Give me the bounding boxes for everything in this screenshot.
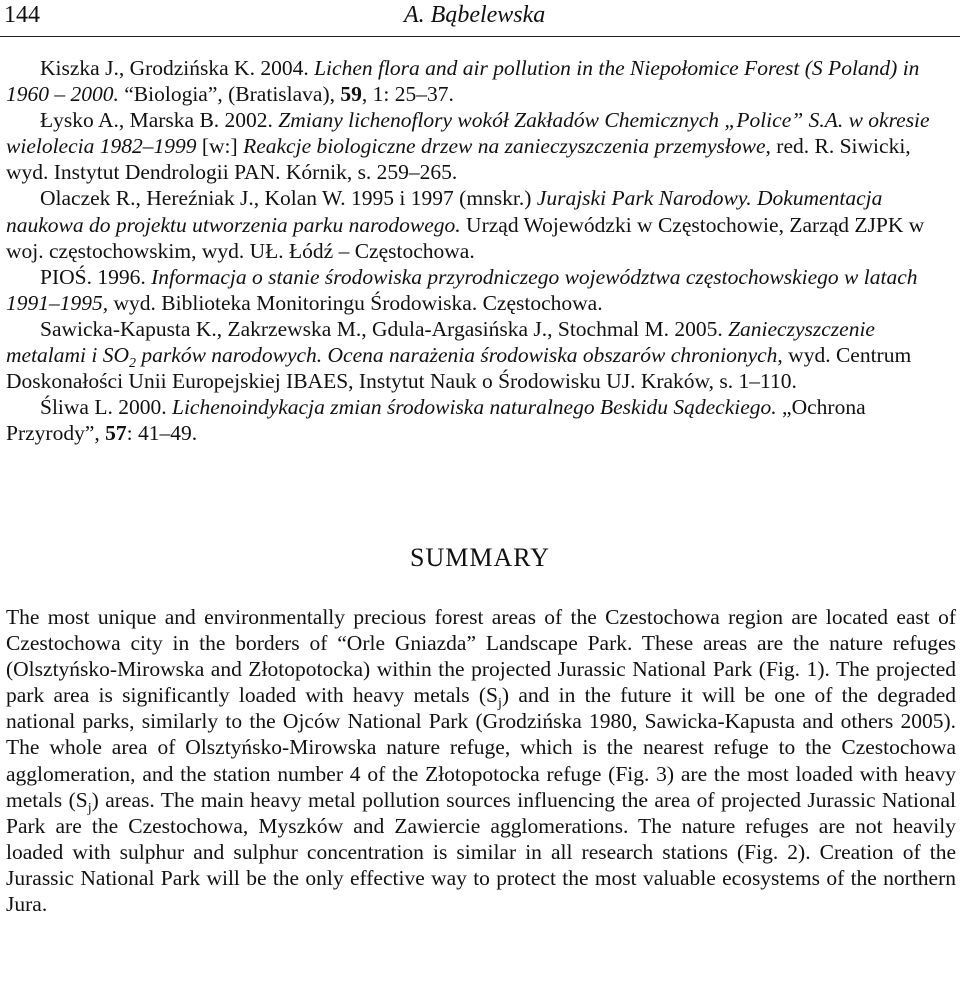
- summary-paragraph: The most unique and environmentally precious forest areas of the Czestochowa region are located east of Czestochowa city in the borders of “Orle Gniazda” Landscape Park. These areas are the nature refuges (Olsztyńsko-Mirowska and Złotopotocka) within the projected Jurassic National Park (Fig. 1). The projected park area is significantly loaded with heavy metals $(S_j)$ and in the future it will be one of the degraded national parks, similarly to the Ojców National Park (Grodzińska 1980, Sawicka-Kapusta and others 2005). The whole area of Olsztyńsko-Mirowska nature refuge, which is the nearest refuge to the Czestochowa agglomeration, and the station number 4 of the Złotopotocka refuge (Fig. 3) are the most loaded with heavy metals $(S_j)$ areas. The main heavy metal pollution sources influencing the area of projected Jurassic National Park are the Czestochowa, Myszków and Zawiercie agglomerations. The nature refuges are not heavily loaded with sulphur and sulphur concentration is similar in all research stations (Fig. 2). Creation of the Jurassic National Park will be the only effective way to protect the most valuable ecosystems of the northern Jura.: [6, 605, 956, 917]
- reference-item: Łysko A., Marska B. 2002. Zmiany lichenoflory wokół Zakładów Chemicznych „Police” S.A. w okresie wielolecia 1982–1999 [w:] Reakcje biologiczne drzew na zanieczyszczenia przemysłowe, red. R. Siwicki, wyd. Instytut Dendrologii PAN. Kórnik, s. 259–265.: [6, 108, 930, 185]
- reference-item: Olaczek R., Hereźniak J., Kolan W. 1995 i 1997 (mnskr.) Jurajski Park Narodowy. Dokumentacja naukowa do projektu utworzenia parku narodowego. Urząd Wojewódzki w Częstochowie, Zarząd ZJPK w woj. częstochowskim, wyd. UŁ. Łódź – Częstochowa.: [6, 186, 925, 263]
- reference-item: Kiszka J., Grodzińska K. 2004. Lichen flora and air pollution in the Niepołomice Forest (S Poland) in 1960 – 2000. “Biologia”, (Bratislava), 59, 1: 25–37.: [6, 56, 920, 107]
- reference-item: Sawicka-Kapusta K., Zakrzewska M., Gdula-Argasińska J., Stochmal M. 2005. Zanieczyszczenie metalami i $SO_2$ parków narodowych. Ocena narażenia środowiska obszarów chronionych, wyd. Centrum Doskonałości Unii Europejskiej IBAES, Instytut Nauk o Środowisku UJ. Kraków, s. 1–110.: [6, 316, 912, 394]
- running-head: A. Bąbelewska: [404, 2, 546, 28]
- reference-item: Śliwa L. 2000. Lichenoindykacja zmian środowiska naturalnego Beskidu Sądeckiego. „Ochrona Przyrody”, 57: 41–49.: [6, 395, 866, 446]
- reference-item: PIOŚ. 1996. Informacja o stanie środowiska przyrodniczego województwa częstochowskiego w latach 1991–1995, wyd. Biblioteka Monitoringu Środowiska. Częstochowa.: [6, 264, 918, 315]
- page-number: 144: [4, 2, 40, 28]
- reference-list: [6, 55, 956, 446]
- page-header: [0, 0, 960, 40]
- summary-heading: SUMMARY: [410, 543, 550, 572]
- header-rule: [0, 36, 960, 37]
